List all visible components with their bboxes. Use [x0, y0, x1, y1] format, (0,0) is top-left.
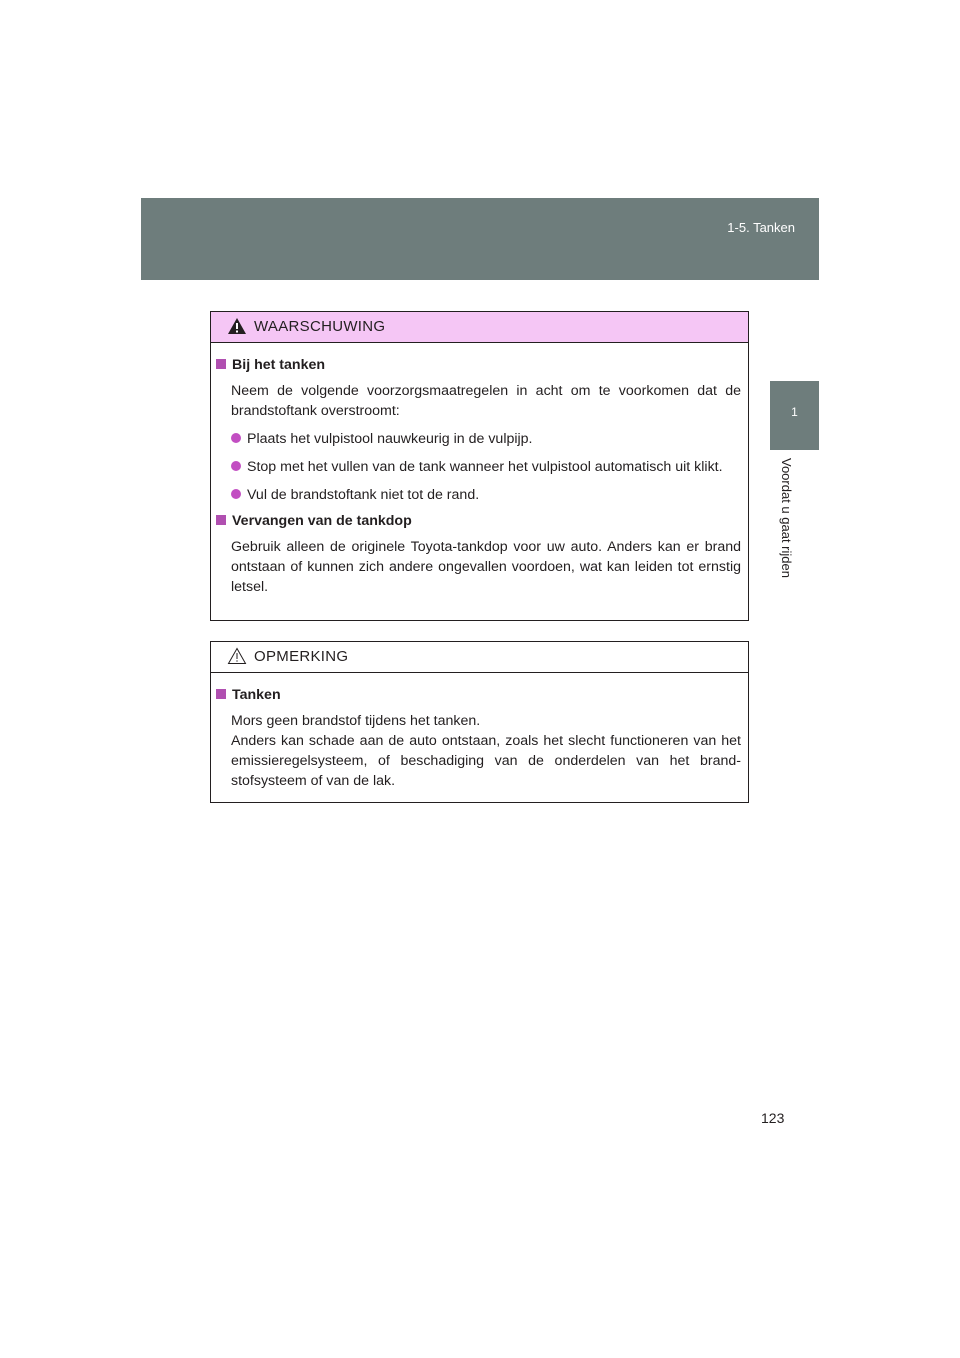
section-text: Anders kan schade aan de auto ontstaan, zoals het slecht functioneren van het emissieregelsysteem, of beschadiging van de onderdelen van het brand-stofsysteem of van de lak.	[231, 733, 741, 789]
section-text: Mors geen brandstof tijdens het tanken.	[231, 713, 481, 729]
chapter-title: Voordat u gaat rijden	[779, 458, 794, 578]
note-section	[215, 685, 741, 705]
section-text: Neem de volgende voorzorgsmaatregelen in acht om te voorkomen dat de brandstoftank overstroomt:	[231, 383, 741, 419]
warning-header	[211, 312, 748, 343]
section-heading: Tanken	[232, 687, 281, 703]
bullet-item	[231, 429, 741, 449]
warning-section	[215, 355, 741, 375]
round-bullet-icon	[231, 461, 241, 471]
warning-section	[215, 511, 741, 531]
square-bullet-icon	[216, 359, 226, 369]
square-bullet-icon	[216, 689, 226, 699]
round-bullet-icon	[231, 433, 241, 443]
section-text: Gebruik alleen de originele Toyota-tankdop voor uw auto. Anders kan er brand ontstaan of kunnen zich andere ongevallen voordoen, wat kan leiden tot ernstig letsel.	[231, 539, 741, 595]
chapter-number: 1	[791, 405, 798, 419]
bullet-text: Vul de brandstoftank niet tot de rand.	[247, 487, 480, 503]
section-heading: Vervangen van de tankdop	[232, 513, 412, 529]
section-title: 1-5. Tanken	[727, 220, 795, 235]
round-bullet-icon	[231, 489, 241, 499]
warning-body	[211, 343, 748, 597]
warning-title: WAARSCHUWING	[254, 318, 386, 335]
bullet-text: Plaats het vulpistool nauwkeurig in de vulpijp.	[247, 431, 533, 447]
bullet-item	[231, 457, 741, 477]
warning-box	[210, 311, 749, 621]
warning-icon	[227, 317, 247, 335]
note-box	[210, 641, 749, 803]
page-number: 123	[761, 1110, 785, 1126]
section-heading: Bij het tanken	[232, 357, 326, 373]
caution-icon	[227, 647, 247, 665]
note-title: OPMERKING	[254, 648, 349, 665]
header-bar	[141, 198, 819, 280]
bullet-text: Stop met het vullen van de tank wanneer het vulpistool automatisch uit klikt.	[247, 459, 723, 475]
note-header	[211, 642, 748, 673]
bullet-item	[231, 485, 741, 505]
chapter-tab	[770, 381, 819, 450]
note-body	[211, 673, 748, 791]
square-bullet-icon	[216, 515, 226, 525]
